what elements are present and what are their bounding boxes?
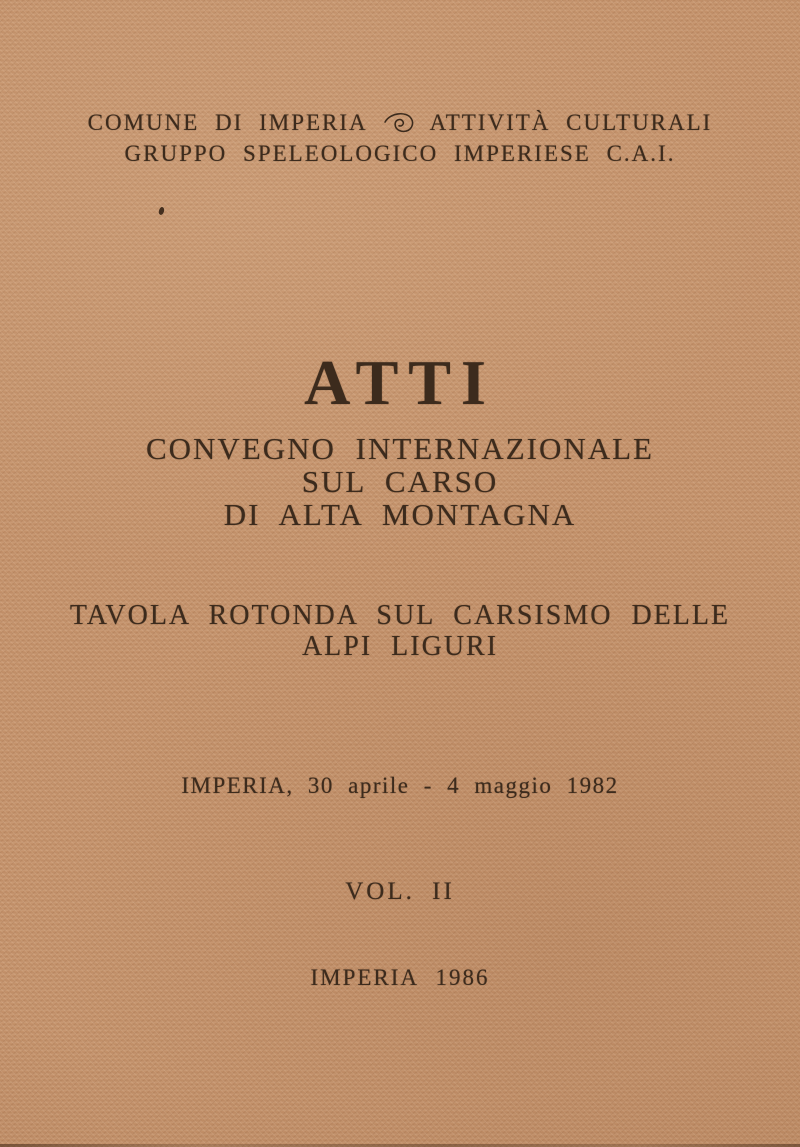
swirl-ornament-icon [382,110,416,142]
header-line-1 [0,110,800,142]
session-line-1: TAVOLA ROTONDA SUL CARSISMO DELLE [69,600,731,631]
volume-label: VOL. II [345,878,455,905]
imprint-line: IMPERIA 1986 [310,965,490,990]
session-line-2: ALPI LIGURI [301,631,499,662]
header-line1-left: COMUNE DI IMPERIA [87,110,368,135]
session-title-block [0,600,800,662]
subtitle-block [0,432,800,531]
header-line1-right: ATTIVITÀ CULTURALI [429,110,713,135]
main-title: ATTI [304,347,496,418]
subtitle-line-3: DI ALTA MONTAGNA [223,497,577,532]
subtitle-line-1: CONVEGNO INTERNAZIONALE [145,431,654,466]
ink-speck [158,206,165,215]
event-date-line: IMPERIA, 30 aprile - 4 maggio 1982 [181,773,619,798]
subtitle-line-2: SUL CARSO [301,464,499,499]
header-line-2: GRUPPO SPELEOLOGICO IMPERIESE C.A.I. [124,141,676,166]
